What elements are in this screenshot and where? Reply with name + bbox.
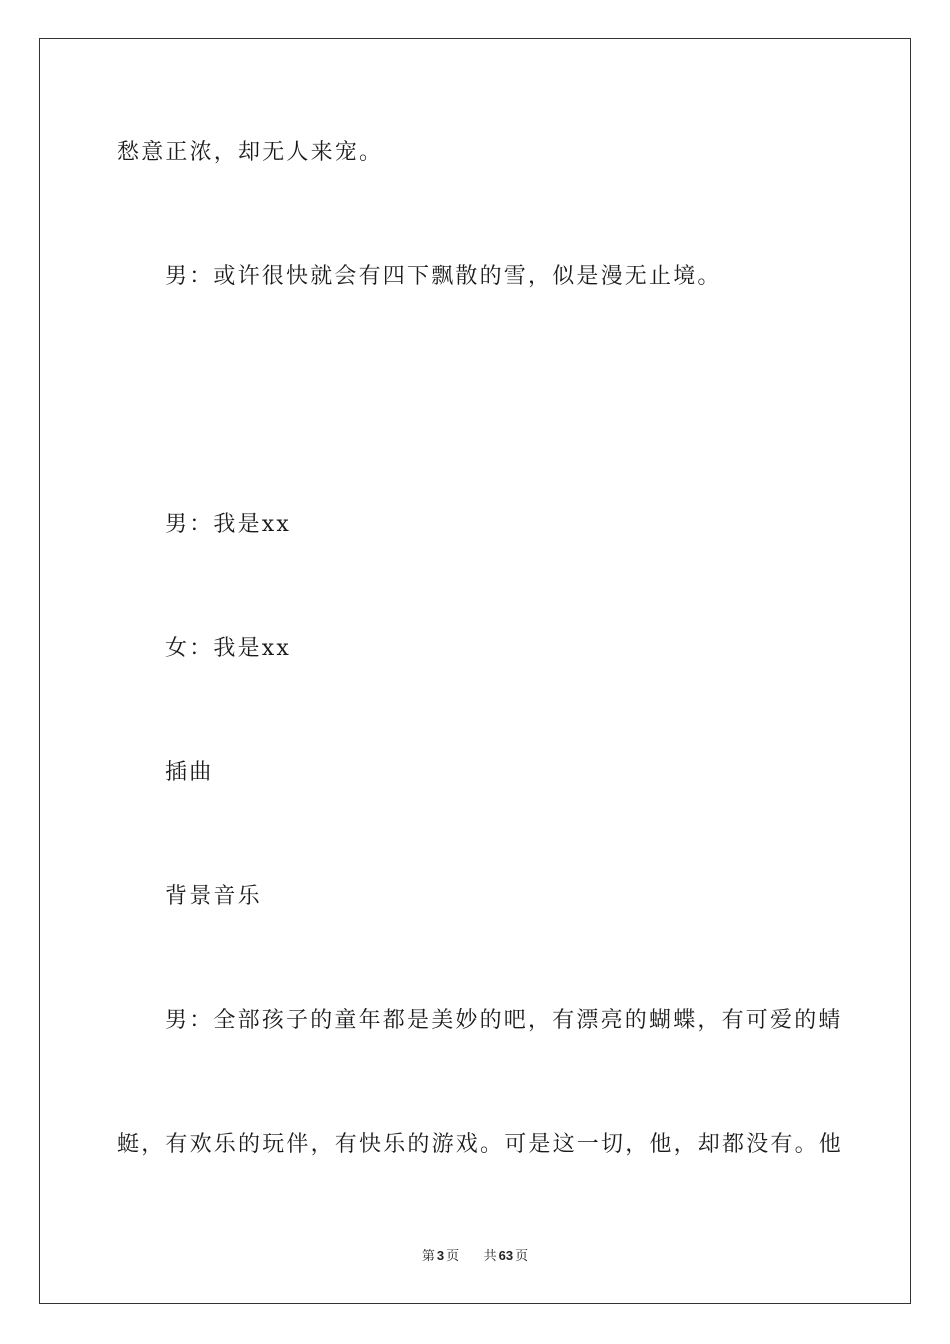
text-line-1: 愁意正浓，却无人来宠。: [117, 140, 384, 165]
page-indicator: 第 3 页: [421, 1248, 460, 1264]
page-footer: [0, 1247, 950, 1266]
page-frame: [39, 38, 911, 1304]
text-line-4: 女：我是xx: [165, 636, 292, 661]
text-line-3: 男：我是xx: [165, 512, 292, 537]
text-line-2: 男：或许很快就会有四下飘散的雪，似是漫无止境。: [165, 264, 722, 289]
text-line-7: 男：全部孩子的童年都是美妙的吧，有漂亮的蝴蝶，有可爱的蜻: [165, 1008, 843, 1033]
text-line-5: 插曲: [165, 760, 214, 785]
text-line-8: 蜓，有欢乐的玩伴，有快乐的游戏。可是这一切，他，却都没有。他: [117, 1132, 844, 1157]
total-pages-indicator: 共 63 页: [483, 1248, 529, 1264]
text-line-6: 背景音乐: [165, 884, 262, 909]
